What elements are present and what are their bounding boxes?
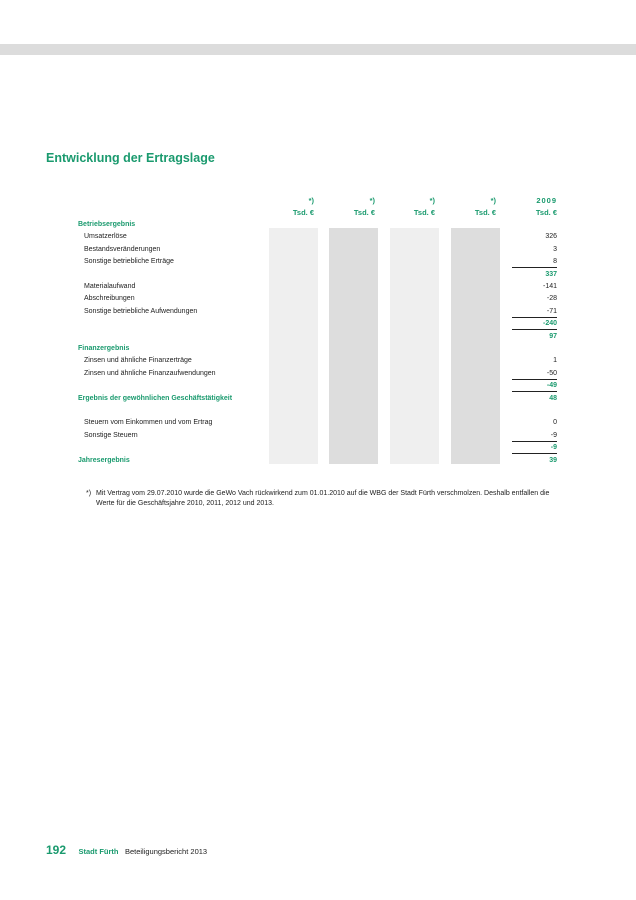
footnote [86, 489, 564, 509]
column-unit-3: Tsd. € [413, 208, 435, 217]
column-header-4: *) [490, 196, 496, 205]
table-row [0, 455, 636, 467]
column-header-2: *) [369, 196, 375, 205]
row-value-2009: -71 [546, 307, 557, 315]
table-row [0, 393, 636, 405]
page-footer [46, 841, 207, 859]
row-value-2009: 326 [545, 233, 557, 241]
column-header-3: *) [429, 196, 435, 205]
table-row [0, 380, 636, 392]
row-value-2009: -9 [550, 444, 557, 452]
row-value-2009: 337 [545, 270, 557, 278]
row-label: Sonstige betriebliche Erträge [84, 258, 174, 266]
row-value-2009: -28 [546, 295, 557, 303]
row-value-2009: 8 [553, 258, 557, 266]
row-value-2009: -49 [546, 382, 557, 390]
table-row [0, 368, 636, 380]
row-value-2009: -240 [542, 320, 557, 328]
row-label: Umsatzerlöse [84, 233, 127, 241]
row-label: Bestandsveränderungen [84, 245, 161, 253]
row-label: Materialaufwand [84, 283, 136, 290]
footnote-mark: *) [86, 490, 92, 497]
column-unit-4: Tsd. € [474, 208, 496, 217]
table-row [0, 306, 636, 318]
row-value-2009: -141 [542, 283, 557, 290]
row-label: Ergebnis der gewöhnlichen Geschäftstätigkeit [78, 394, 233, 402]
row-value-2009: 3 [553, 245, 557, 253]
row-label: Zinsen und ähnliche Finanzerträge [84, 357, 192, 365]
table-row [0, 442, 636, 454]
row-value-2009: 0 [553, 419, 557, 427]
table-row [0, 355, 636, 367]
table-row [0, 269, 636, 281]
footer-report-title: Beteiligungsbericht 2013 [124, 847, 208, 856]
row-label: Sonstige Steuern [84, 431, 138, 439]
row-label: Sonstige betriebliche Aufwendungen [84, 307, 198, 315]
table-row [0, 318, 636, 330]
column-unit-2: Tsd. € [353, 208, 375, 217]
top-band [0, 44, 636, 55]
row-value-2009: 39 [549, 456, 557, 464]
table-row [0, 231, 636, 243]
column-header-5: 2009 [536, 196, 557, 205]
table-row [0, 256, 636, 268]
row-value-2009: -9 [550, 431, 557, 439]
row-label: Finanzergebnis [78, 345, 130, 352]
page-title: Entwicklung der Ertragslage [46, 151, 215, 165]
row-value-2009: 97 [549, 332, 557, 340]
table-row [0, 281, 636, 293]
page-number: 192 [46, 843, 67, 857]
table-row [0, 417, 636, 429]
row-label: Betriebsergebnis [78, 221, 136, 228]
table-row [0, 405, 636, 417]
column-unit-5: Tsd. € [535, 208, 557, 217]
footer-organization: Stadt Fürth [78, 847, 119, 856]
table-row [0, 219, 636, 231]
table-row [0, 293, 636, 305]
column-unit-1: Tsd. € [292, 208, 314, 217]
column-header-1: *) [308, 196, 314, 205]
row-label: Steuern vom Einkommen und vom Ertrag [84, 419, 213, 427]
row-label: Abschreibungen [84, 295, 135, 303]
row-value-2009: -50 [546, 369, 557, 377]
row-value-2009: 1 [553, 357, 557, 365]
row-label: Zinsen und ähnliche Finanzaufwendungen [84, 369, 216, 377]
footnote-text: Mit Vertrag vom 29.07.2010 wurde die GeWo Vach rückwirkend zum 01.01.2010 auf die WBG der Stadt Fürth verschmolzen. Deshalb entfallen die Werte für die Geschäftsjahre 2010, 2011, 2012 und 2013. [96, 490, 550, 507]
row-value-2009: 48 [549, 394, 557, 402]
row-label: Jahresergebnis [78, 456, 130, 464]
table-row [0, 244, 636, 256]
table-row [0, 343, 636, 355]
table-row [0, 331, 636, 343]
table-row [0, 430, 636, 442]
